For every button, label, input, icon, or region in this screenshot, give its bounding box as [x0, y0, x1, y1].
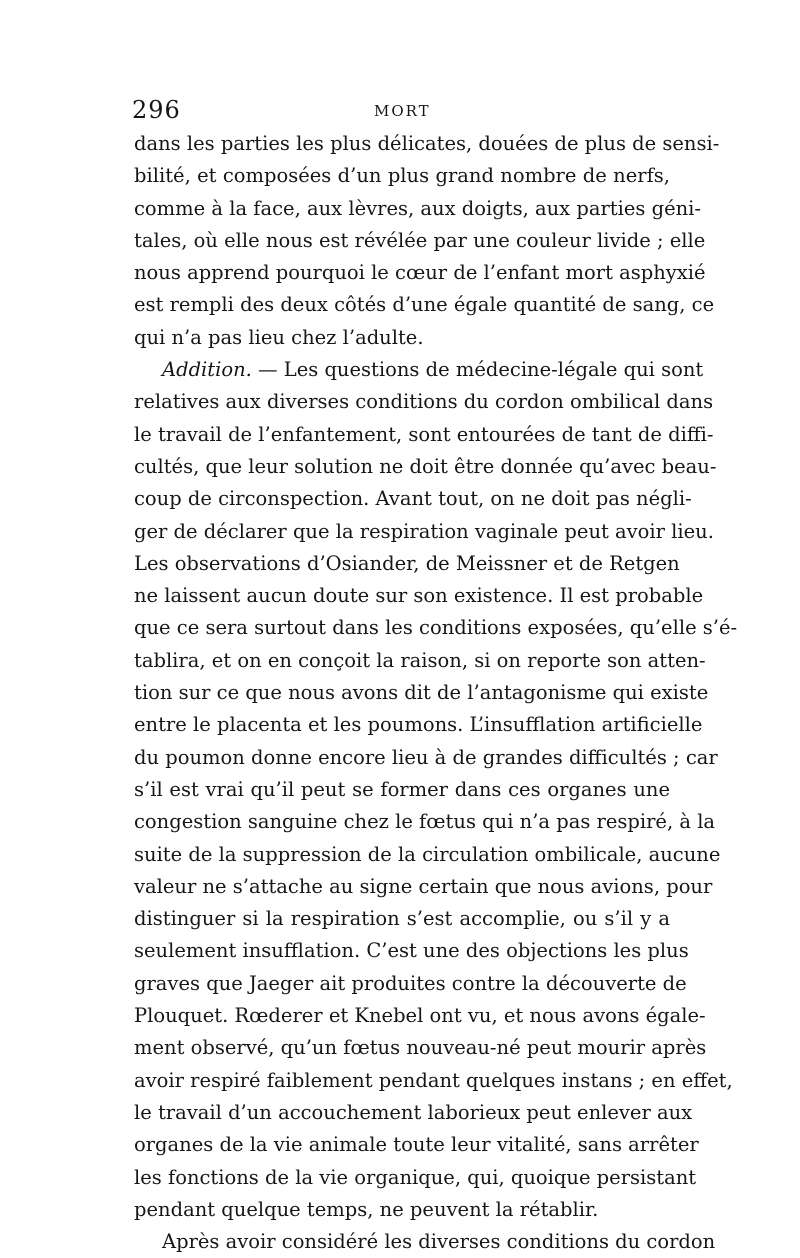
text-line: cultés, que leur solution ne doit être donnée qu’avec beau- — [134, 454, 717, 478]
text-line: avoir respiré faiblement pendant quelques instans ; en effet, — [134, 1068, 733, 1092]
text-line: Plouquet. Rœderer et Knebel ont vu, et nous avons égale- — [134, 1004, 706, 1028]
text-line: les fonctions de la vie organique, qui, quoique persistant — [134, 1165, 697, 1189]
body-text — [134, 128, 738, 1258]
text-line: tion sur ce que nous avons dit de l’antagonisme qui existe — [134, 681, 709, 705]
text-line: pendant quelque temps, ne peuvent la rétablir. — [134, 1197, 599, 1221]
text-line: ment observé, qu’un fœtus nouveau-né peut mourir après — [134, 1036, 707, 1060]
text-line: s’il est vrai qu’il peut se former dans ces organes une — [134, 777, 670, 801]
text-line: comme à la face, aux lèvres, aux doigts, aux parties géni- — [134, 196, 702, 220]
text-line: valeur ne s’attache au signe certain que nous avions, pour — [134, 874, 713, 898]
text-line: tablira, et on en conçoit la raison, si on reporte son atten- — [134, 648, 706, 672]
text-line: suite de la suppression de la circulation ombilicale, aucune — [134, 842, 721, 866]
page-header — [132, 96, 672, 130]
text-line: est rempli des deux côtés d’une égale quantité de sang, ce — [134, 293, 715, 317]
text-line: congestion sanguine chez le fœtus qui n’a pas respiré, à la — [134, 810, 716, 834]
text-line: graves que Jaeger ait produites contre la découverte de — [134, 971, 687, 995]
text-line: ne laissent aucun doute sur son existence. Il est probable — [134, 584, 704, 608]
text-line: tales, où elle nous est révélée par une couleur livide ; elle — [134, 228, 706, 252]
text-line: distinguer si la respiration s’est accomplie, ou s’il y a — [134, 907, 670, 931]
text-line: le travail d’un accouchement laborieux peut enlever aux — [134, 1100, 693, 1124]
text-line: nous apprend pourquoi le cœur de l’enfant mort asphyxié — [134, 261, 706, 285]
running-head: MORT — [374, 102, 431, 120]
addition-heading: Addition. — [162, 358, 252, 382]
text-line: entre le placenta et les poumons. L’insufflation artificielle — [134, 713, 703, 737]
text-line: Après avoir considéré les diverses conditions du cordon — [162, 1230, 716, 1254]
text-line: le travail de l’enfantement, sont entourées de tant de diffi- — [134, 422, 714, 446]
text-line: coup de circonspection. Avant tout, on ne doit pas négli- — [134, 487, 692, 511]
text-line: seulement insufflation. C’est une des objections les plus — [134, 939, 689, 963]
paragraph-lead-line — [134, 354, 704, 386]
text-line: ger de déclarer que la respiration vaginale peut avoir lieu. — [134, 519, 714, 543]
text-line: dans les parties les plus délicates, douées de plus de sensi- — [134, 132, 720, 155]
lead-line-text: — Les questions de médecine-légale qui sont — [251, 358, 704, 382]
text-line: relatives aux diverses conditions du cordon ombilical dans — [134, 390, 714, 414]
text-line: du poumon donne encore lieu à de grandes difficultés ; car — [134, 745, 718, 769]
page-number: 296 — [132, 96, 181, 124]
text-line: organes de la vie animale toute leur vitalité, sans arrêter — [134, 1133, 699, 1157]
text-line: Les observations d’Osiander, de Meissner et de Retgen — [134, 551, 680, 575]
text-line: que ce sera surtout dans les conditions exposées, qu’elle s’é- — [134, 616, 738, 640]
text-line: qui n’a pas lieu chez l’adulte. — [134, 325, 424, 349]
text-line: bilité, et composées d’un plus grand nombre de nerfs, — [134, 164, 670, 188]
